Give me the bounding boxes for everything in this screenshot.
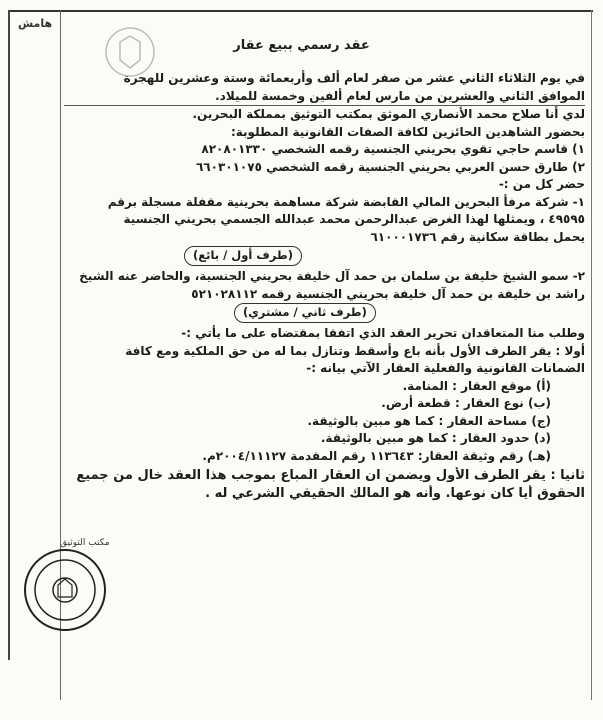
text-line: بحضور الشاهدين الحائزين لكافة الصفات القانونية المطلوبة: bbox=[230, 124, 585, 139]
text-line: الحقوق أيا كان نوعها. وأنه هو المالك الحقيقي الشرعي له . bbox=[205, 485, 585, 501]
text-line: أولا : يقر الطرف الأول بأنه باع وأسقط وتنازل بما له من حق الملكية ومع كافة bbox=[125, 343, 585, 358]
text-line: ثانيا : يقر الطرف الأول ويضمن ان العقار المباع بموجب هذا العقد خال من جميع bbox=[76, 468, 585, 483]
text-line: ١- شركة مرفأ البحرين المالي القابضة شركة مساهمة بحرينية مقفلة مسجلة برقم bbox=[107, 194, 585, 209]
text-line: حضر كل من :- bbox=[498, 177, 585, 191]
party-second-label: (طرف ثاني / مشتري) bbox=[234, 303, 376, 323]
stamp-seal-icon bbox=[20, 545, 110, 635]
text-line: راشد بن خليفة بن حمد آل خليفة بحريني الجنسية رقمه ٥٢١٠٢٨١١٢ bbox=[191, 286, 585, 301]
text-line: ١) قاسم حاجي تقوي بحريني الجنسية رقمه الشخصي ٨٢٠٨٠١٣٣٠ bbox=[201, 142, 585, 156]
text-line: في يوم الثلاثاء الثاني عشر من صفر لعام ألف وأربعمائة وستة وعشرين للهجرة bbox=[123, 71, 585, 85]
frame-left-border bbox=[8, 10, 10, 660]
text-line: (أ) موقع العقار : المنامة. bbox=[402, 378, 551, 393]
text-line: لدي أنا صلاح محمد الأنصاري الموثق بمكتب التوثيق بمملكة البحرين. bbox=[192, 107, 585, 121]
text-line: (هـ) رقم وثيقة العقار: ١١٣٦٤٣ رقم المقدمة ٢٠٠٤/١١١٢٧م. bbox=[202, 448, 551, 463]
text-line: ٢) طارق حسن العربي بحريني الجنسية رقمه الشخصي ٦٦٠٣٠١٠٧٥ bbox=[195, 159, 585, 174]
frame-top-border bbox=[8, 10, 593, 12]
text-line: (ج) مساحة العقار : كما هو مبين بالوثيقة. bbox=[307, 413, 551, 428]
text-line: ٢- سمو الشيخ خليفة بن سلمان بن حمد آل خليفة بحريني الجنسية، والحاضر عنه الشيخ bbox=[79, 269, 585, 283]
text-line: الضمانات القانونية والفعلية العقار الآتي بيانه :- bbox=[306, 361, 585, 375]
contract-body bbox=[64, 70, 585, 502]
text-line: يحمل بطاقة سكانية رقم ٦١٠٠٠١٧٣٦ bbox=[370, 229, 585, 244]
party-second-label-row bbox=[64, 303, 585, 323]
frame-right-border bbox=[591, 10, 592, 700]
margin-label: هامش bbox=[18, 17, 53, 30]
party-first-label-row bbox=[64, 246, 585, 266]
text-line: وطلب منا المتعاقدان تحرير العقد الذي اتفقا بمقتضاه على ما يأتي :- bbox=[181, 326, 585, 340]
text-line: (ب) نوع العقار : قطعة أرض. bbox=[381, 396, 551, 410]
stamp-text: مكتب التوثيق bbox=[60, 538, 110, 548]
party-first-label: (طرف أول / بائع) bbox=[184, 246, 302, 266]
text-line: (د) حدود العقار : كما هو مبين بالوثيقة. bbox=[320, 431, 551, 445]
document-title: عقد رسمي ببيع عقار bbox=[233, 38, 370, 53]
text-line: الموافق الثاني والعشرين من مارس لعام ألفين وخمسة للميلاد. bbox=[64, 88, 585, 107]
text-line: ٤٩٥٩٥ ، ويمثلها لهذا الغرض عبدالرحمن محمد عبدالله الجسمي بحريني الجنسية bbox=[123, 212, 585, 226]
